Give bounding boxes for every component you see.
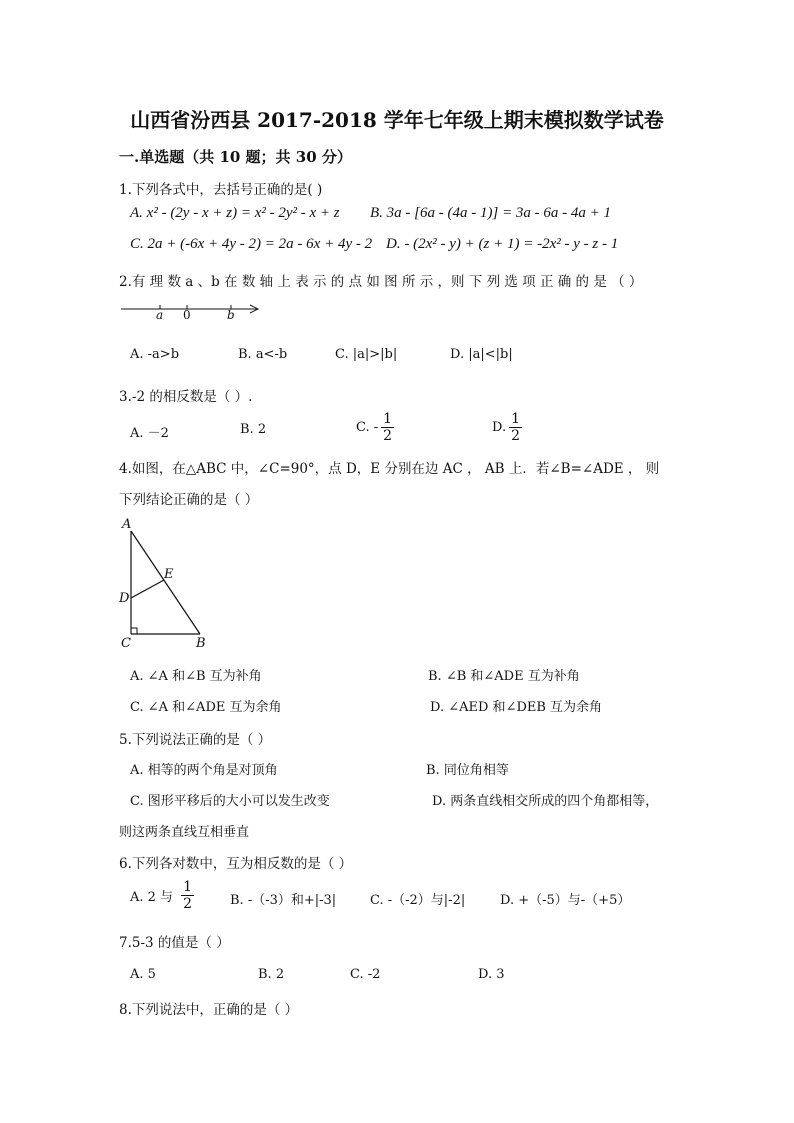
fraction-denominator: 2	[511, 428, 521, 444]
question-3-option-c-prefix: C. -	[356, 420, 379, 435]
vertex-label-e: E	[164, 567, 174, 582]
fraction-one-half	[181, 880, 194, 911]
vertex-label-d: D	[119, 591, 130, 606]
question-2-option-d: D. |a|<|b|	[450, 347, 513, 362]
question-7-stem: 7.5-3 的值是（ ）	[119, 935, 230, 951]
question-4-option-d: D. ∠AED 和∠DEB 互为余角	[430, 700, 603, 715]
vertex-label-a: A	[122, 517, 132, 532]
question-5-option-d: D. 两条直线相交所成的四个角都相等，	[432, 794, 659, 809]
axis-label-a: a	[156, 308, 164, 322]
question-5-stem: 5.下列说法正确的是（ ）	[119, 732, 272, 748]
question-3-stem: 3.-2 的相反数是（ ）.	[119, 389, 253, 405]
question-3-option-b: B. 2	[240, 422, 267, 437]
question-7-option-b: B. 2	[258, 967, 285, 982]
question-1-option-d: D. - (2x² - y) + (z + 1) = -2x² - y - z - 1	[386, 236, 619, 252]
section-heading: 一.单选题（共 10 题；共 30 分）	[119, 148, 352, 166]
question-2-stem: 2.有 理 数 a 、b 在 数 轴 上 表 示 的 点 如 图 所 示 ，则 下 列 选 项 正 确 的 是 （ ）	[119, 274, 643, 290]
fraction-numerator: 1	[183, 879, 192, 895]
fraction-denominator: 2	[383, 428, 393, 444]
fraction-numerator: 1	[383, 411, 393, 427]
question-2-option-c: C. |a|>|b|	[335, 347, 398, 362]
question-3-option-d-prefix: D.	[492, 420, 507, 435]
question-5-option-d-continued: 则这两条直线互相垂直	[119, 825, 250, 840]
page-title: 山西省汾西县 2017-2018 学年七年级上期末模拟数学试卷	[130, 108, 664, 132]
question-1-option-a: A. x² - (2y - x + z) = x² - 2y² - x + z	[130, 205, 340, 221]
question-5-option-a: A. 相等的两个角是对顶角	[130, 763, 278, 778]
question-6-option-a	[130, 880, 194, 911]
question-3-option-a: A. －2	[130, 426, 169, 441]
question-6-stem: 6.下列各对数中，互为相反数的是（ ）	[119, 856, 353, 872]
question-7-option-d: D. 3	[478, 967, 505, 982]
fraction-denominator: 2	[183, 896, 192, 912]
question-4-stem-line-1: 4.如图，在△ABC 中，∠C=90°，点 D，E 分别在边 AC ， AB 上．若∠B=∠ADE ， 则	[119, 461, 660, 477]
question-5-option-b: B. 同位角相等	[426, 763, 509, 778]
question-1-option-b: B. 3a - [6a - (4a - 1)] = 3a - 6a - 4a + 1	[370, 205, 612, 221]
question-7-option-c: C. -2	[350, 967, 381, 982]
fraction-one-half	[381, 412, 394, 443]
question-2-option-a: A. -a>b	[130, 347, 180, 362]
axis-label-zero: 0	[183, 308, 191, 322]
question-1-stem: 1.下列各式中，去括号正确的是( )	[119, 182, 323, 198]
question-4-stem-line-2: 下列结论正确的是（ ）	[119, 492, 259, 508]
segment-de	[131, 580, 164, 598]
question-6-option-a-prefix: A. 2 与	[130, 890, 174, 905]
question-3-option-c	[356, 412, 394, 443]
fraction-one-half	[509, 412, 522, 443]
triangle-figure	[118, 516, 218, 651]
question-6-option-b: B. -（-3）和+|-3|	[230, 893, 337, 908]
axis-label-b: b	[227, 308, 235, 322]
vertex-label-c: C	[121, 636, 131, 651]
side-ab	[131, 531, 200, 634]
question-1-option-c: C. 2a + (-6x + 4y - 2) = 2a - 6x + 4y - 2	[130, 236, 373, 252]
question-8-stem: 8.下列说法中，正确的是（ ）	[119, 1002, 299, 1018]
question-6-option-c: C. -（-2）与|-2|	[370, 893, 466, 908]
question-4-option-a: A. ∠A 和∠B 互为补角	[130, 669, 262, 684]
question-7-option-a: A. 5	[130, 967, 156, 982]
question-2-option-b: B. a<-b	[238, 347, 288, 362]
question-3-option-d	[492, 412, 522, 443]
number-line-figure	[119, 298, 269, 328]
question-4-option-c: C. ∠A 和∠ADE 互为余角	[130, 700, 282, 715]
question-6-option-d: D. +（-5）与-（+5）	[500, 893, 631, 908]
right-angle-mark	[131, 628, 137, 634]
question-5-option-c: C. 图形平移后的大小可以发生改变	[130, 794, 330, 809]
question-4-option-b: B. ∠B 和∠ADE 互为补角	[428, 669, 580, 684]
vertex-label-b: B	[196, 636, 206, 651]
fraction-numerator: 1	[511, 411, 521, 427]
